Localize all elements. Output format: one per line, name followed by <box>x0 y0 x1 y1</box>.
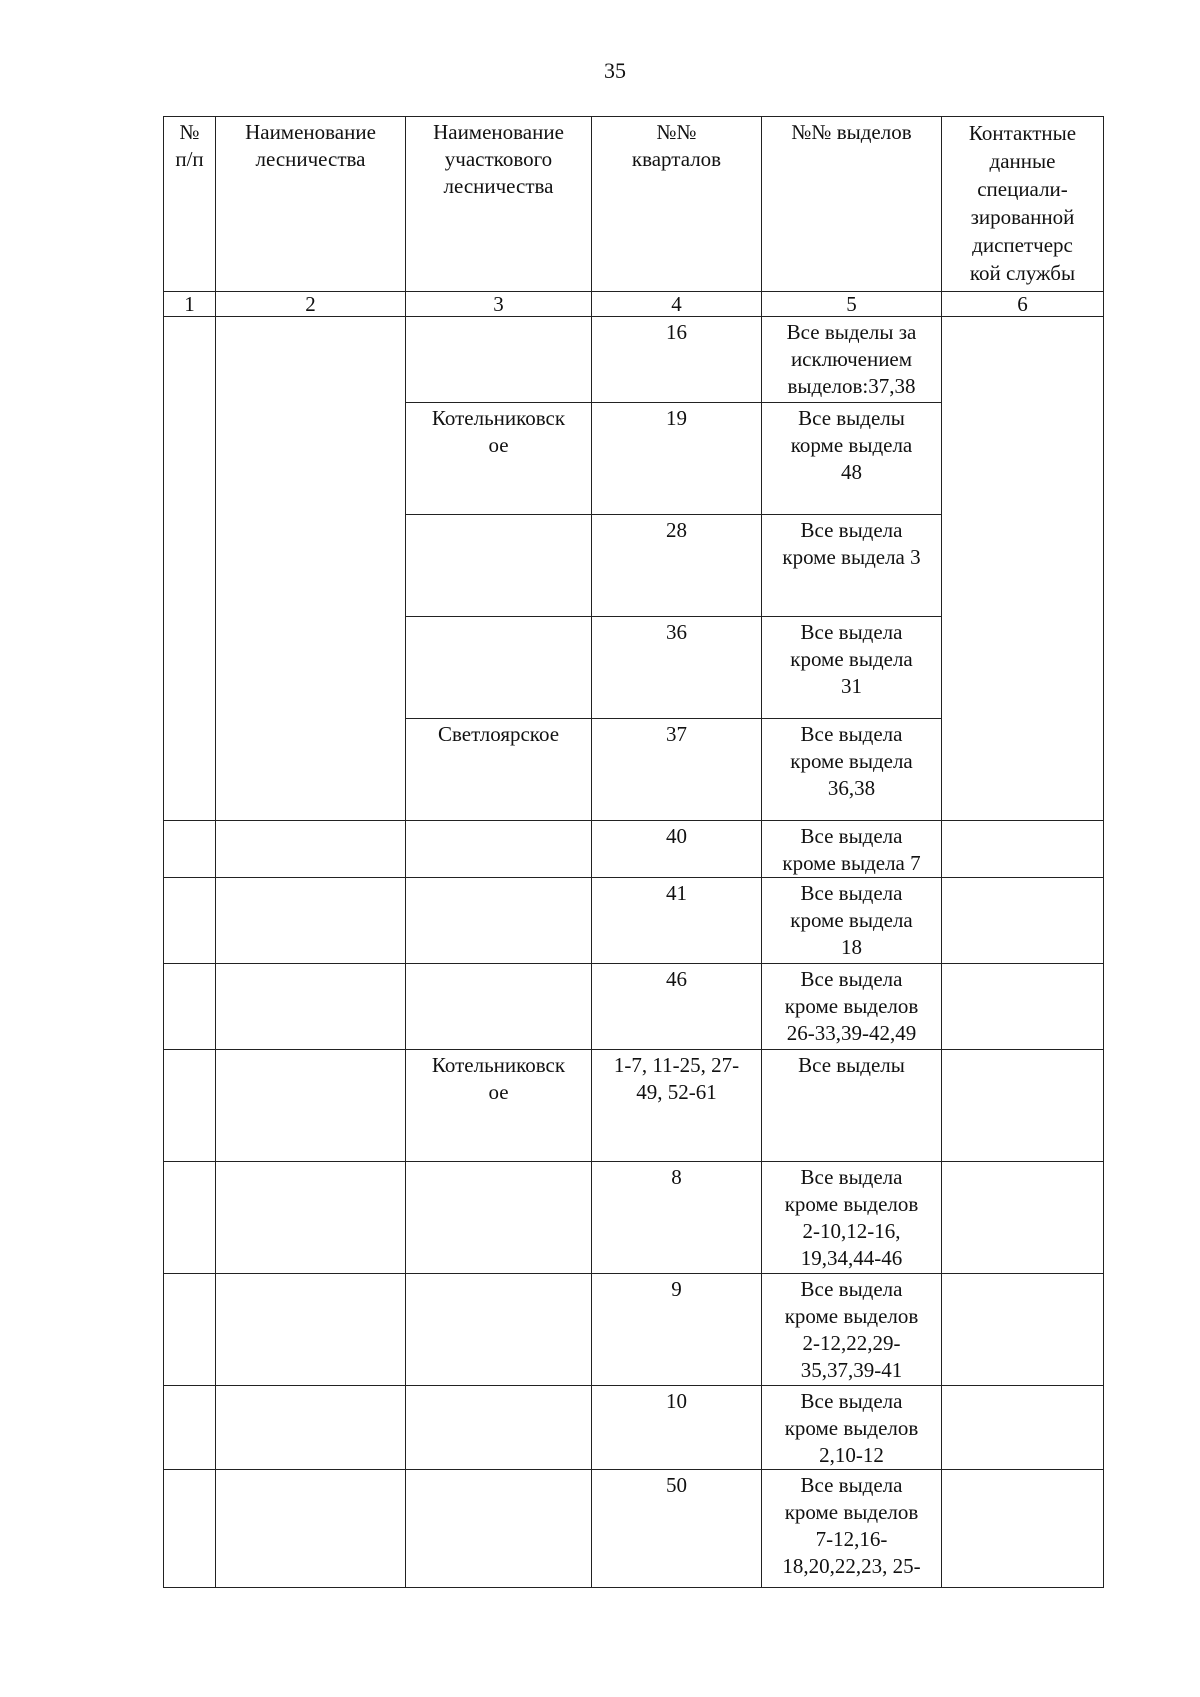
quarter-cell: 28 <box>592 515 762 617</box>
quarter-cell: 36 <box>592 617 762 719</box>
row-number-cell <box>164 878 216 964</box>
forestry-cell <box>216 1162 406 1274</box>
quarter-cell: 9 <box>592 1274 762 1386</box>
forestry-cell <box>216 317 406 821</box>
table-row <box>164 1274 1104 1386</box>
contacts-cell <box>942 1386 1104 1470</box>
contacts-cell <box>942 821 1104 878</box>
column-number: 6 <box>942 292 1104 317</box>
district-cell <box>406 1386 592 1470</box>
forestry-cell <box>216 1470 406 1588</box>
district-cell: Светлоярское <box>406 719 592 821</box>
table-row <box>164 317 1104 403</box>
column-number: 2 <box>216 292 406 317</box>
quarter-cell: 50 <box>592 1470 762 1588</box>
page-number: 35 <box>604 58 626 83</box>
row-number-cell <box>164 1050 216 1162</box>
quarter-cell: 46 <box>592 964 762 1050</box>
sections-cell: Все выдела кроме выделов 26-33,39-42,49 <box>762 964 942 1050</box>
quarter-cell: 16 <box>592 317 762 403</box>
contacts-cell <box>942 1470 1104 1588</box>
sections-cell: Все выдела кроме выдела 36,38 <box>762 719 942 821</box>
header-cell-district-forestry: Наименование участкового лесничества <box>406 117 592 292</box>
header-cell-quarters: №№ кварталов <box>592 117 762 292</box>
district-cell <box>406 317 592 403</box>
sections-cell: Все выдела кроме выделов 7-12,16- 18,20,22,23, 25- <box>762 1470 942 1588</box>
table-row <box>164 964 1104 1050</box>
district-cell: Котельниковск ое <box>406 403 592 515</box>
sections-cell: Все выдела кроме выдела 18 <box>762 878 942 964</box>
sections-cell: Все выделы корме выдела 48 <box>762 403 942 515</box>
forestry-cell <box>216 821 406 878</box>
table-row <box>164 1386 1104 1470</box>
quarter-cell: 19 <box>592 403 762 515</box>
column-number: 3 <box>406 292 592 317</box>
column-number: 4 <box>592 292 762 317</box>
column-number: 5 <box>762 292 942 317</box>
table-row <box>164 1470 1104 1588</box>
district-cell <box>406 515 592 617</box>
header-cell-sections: №№ выделов <box>762 117 942 292</box>
forestry-cell <box>216 1274 406 1386</box>
quarter-cell: 40 <box>592 821 762 878</box>
contacts-cell <box>942 1050 1104 1162</box>
district-cell <box>406 821 592 878</box>
contacts-cell <box>942 1274 1104 1386</box>
sections-cell: Все выдела кроме выделов 2-12,22,29- 35,37,39-41 <box>762 1274 942 1386</box>
contacts-cell <box>942 1162 1104 1274</box>
row-number-cell <box>164 964 216 1050</box>
quarter-cell: 37 <box>592 719 762 821</box>
district-cell <box>406 878 592 964</box>
row-number-cell <box>164 1274 216 1386</box>
quarter-cell: 41 <box>592 878 762 964</box>
table-row <box>164 1162 1104 1274</box>
table-row <box>164 878 1104 964</box>
sections-cell: Все выдела кроме выдела 3 <box>762 515 942 617</box>
header-cell-forestry: Наименование лесничества <box>216 117 406 292</box>
forestry-cell <box>216 1386 406 1470</box>
column-number-row <box>164 292 1104 317</box>
row-number-cell <box>164 1386 216 1470</box>
forestry-cell <box>216 964 406 1050</box>
district-cell <box>406 1162 592 1274</box>
sections-cell: Все выделы <box>762 1050 942 1162</box>
contacts-cell <box>942 878 1104 964</box>
district-cell <box>406 964 592 1050</box>
sections-cell: Все выдела кроме выделов 2,10-12 <box>762 1386 942 1470</box>
row-number-cell <box>164 1162 216 1274</box>
header-cell-number: № п/п <box>164 117 216 292</box>
column-number: 1 <box>164 292 216 317</box>
table-row <box>164 821 1104 878</box>
forestry-cell <box>216 878 406 964</box>
district-cell: Котельниковск ое <box>406 1050 592 1162</box>
sections-cell: Все выделы за исключением выделов:37,38 <box>762 317 942 403</box>
sections-cell: Все выдела кроме выдела 31 <box>762 617 942 719</box>
sections-cell: Все выдела кроме выделов 2-10,12-16, 19,34,44-46 <box>762 1162 942 1274</box>
quarter-cell: 10 <box>592 1386 762 1470</box>
district-cell <box>406 1274 592 1386</box>
forestry-cell <box>216 1050 406 1162</box>
forest-districts-table <box>163 116 1104 1588</box>
table-row <box>164 1050 1104 1162</box>
quarter-cell: 8 <box>592 1162 762 1274</box>
district-cell <box>406 617 592 719</box>
row-number-cell <box>164 317 216 821</box>
sections-cell: Все выдела кроме выдела 7 <box>762 821 942 878</box>
district-cell <box>406 1470 592 1588</box>
contacts-cell <box>942 317 1104 821</box>
contacts-cell <box>942 964 1104 1050</box>
quarter-cell: 1-7, 11-25, 27- 49, 52-61 <box>592 1050 762 1162</box>
row-number-cell <box>164 821 216 878</box>
header-row <box>164 117 1104 292</box>
row-number-cell <box>164 1470 216 1588</box>
header-cell-contacts: Контактные данные специали- зированной диспетчерс кой службы <box>942 117 1104 292</box>
